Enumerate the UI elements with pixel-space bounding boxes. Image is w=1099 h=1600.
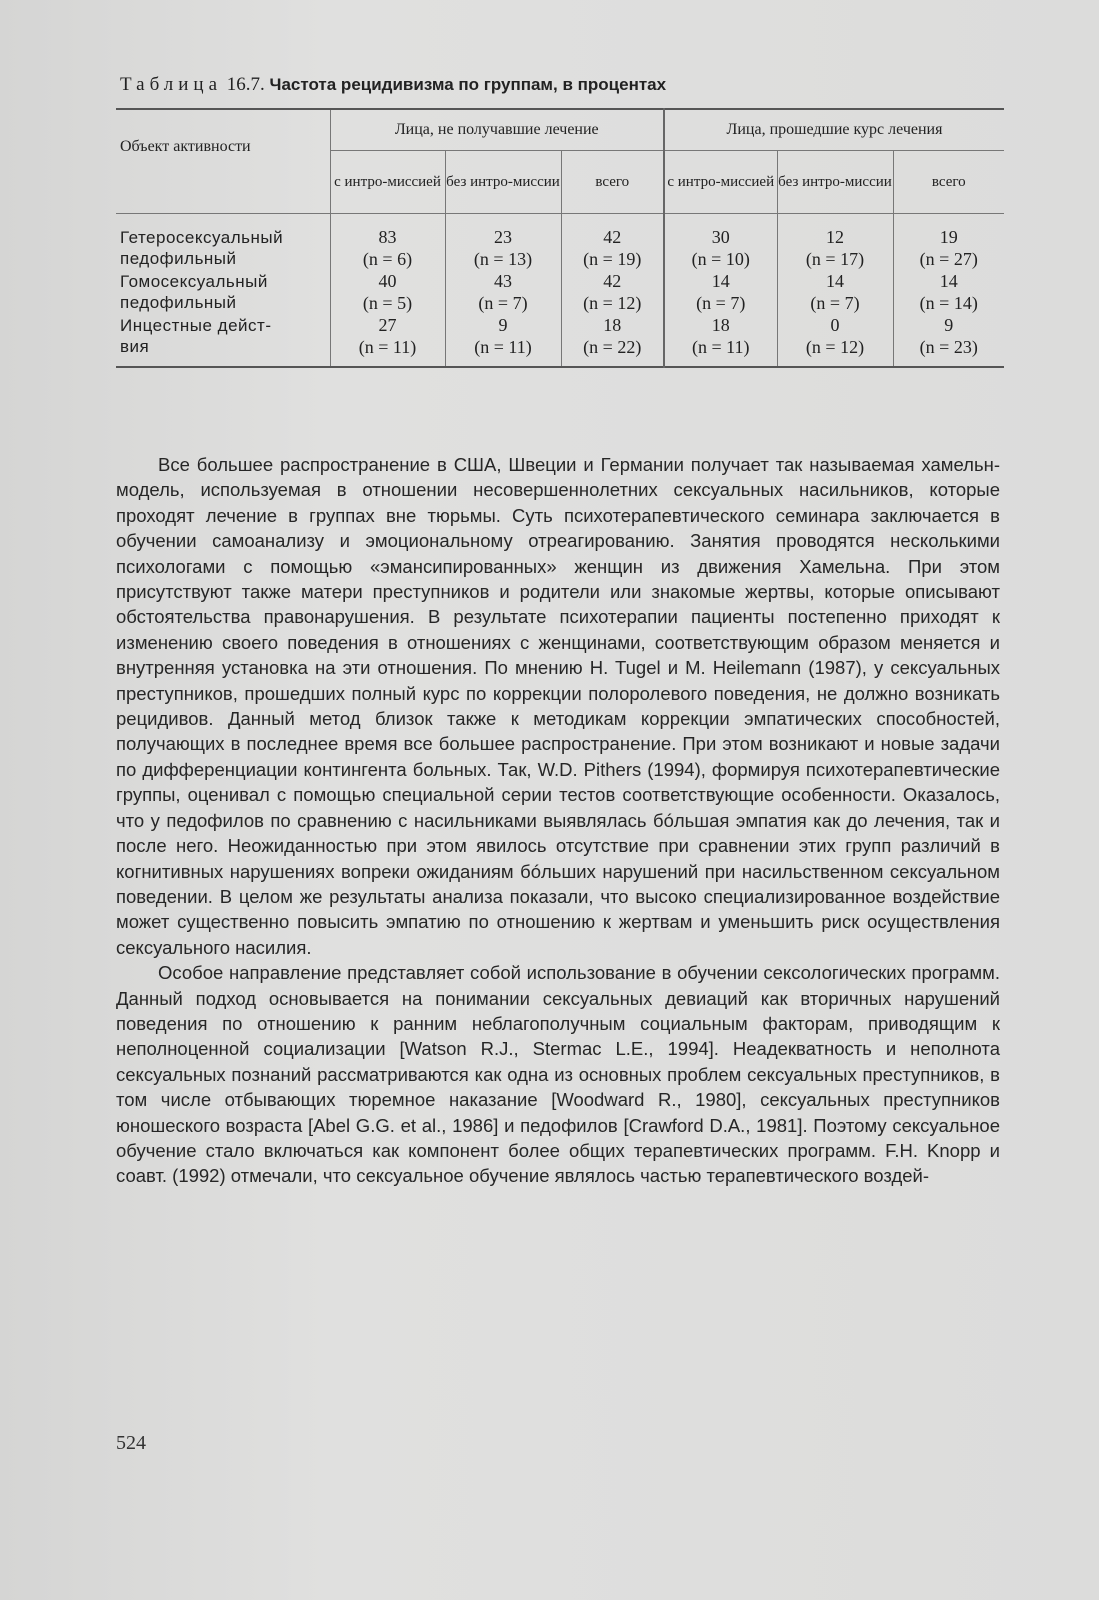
- table-cell: 18 (n = 22): [561, 314, 664, 367]
- object-header: Объект активности: [116, 109, 330, 214]
- body-text: [116, 452, 1000, 1189]
- table-cell: 23 (n = 13): [445, 214, 561, 271]
- table-cell: 12 (n = 17): [777, 214, 893, 271]
- table-row: [116, 270, 1004, 314]
- table-cell: 27 (n = 11): [330, 314, 445, 367]
- table-caption: [120, 74, 666, 96]
- table-cell: 42 (n = 12): [561, 270, 664, 314]
- page-number: 524: [116, 1432, 146, 1454]
- table-cell: 42 (n = 19): [561, 214, 664, 271]
- paragraph: Все большее распространение в США, Швеции и Германии получает так называемая хамельн-модель, используемая в отношении несовершеннолетних сексуальных насильников, которые проходят лечение в группах вне тюрьмы. Суть психотерапевтического семинара заключается в обучении самоанализу и эмоциональному отреагированию. Занятия проводятся несколькими психологами с помощью «эмансипированных» женщин из движения Хамельна. При этом присутствуют также матери преступников и родители или знакомые жертвы, которые описывают обстоятельства правонарушения. В результате психотерапии пациенты постепенно приходят к изменению своего поведения в отношениях с женщинами, соответствующим образом меняется и внутренняя установка на эти отношения. По мнению H. Tugel и M. Heilemann (1987), у сексуальных преступников, прошедших полный курс по коррекции полоролевого поведения, не должно возникать рецидивов. Данный метод близок также к методикам коррекции эмпатических способностей, получающих в последнее время все большее распространение. При этом возникают и новые задачи по дифференциации контингента больных. Так, W.D. Pithers (1994), формируя психотерапевтические группы, оценивал с помощью специальной серии тестов соответствующие особенности. Оказалось, что у педофилов по сравнению с насильниками выявлялась бóльшая эмпатия как до лечения, так и после него. Неожиданностью при этом явилось отсутствие при сравнении этих групп различий в когнитивных нарушениях вопреки ожиданиям бóльших нарушений при насильственном сексуальном поведении. В целом же результаты анализа показали, что высоко специализированное воздействие может существенно повысить эмпатию по отношению к жертвам и уменьшить риск осуществления сексуального насилия.: [116, 454, 1000, 958]
- paragraph: Особое направление представляет собой использование в обучении сексологических программ. Данный подход основывается на понимании сексуальных девиаций как вторичных нарушений поведения по отношению к ранним неблагополучным социальным факторам, приводящим к неполноценной социализации [Watson R.J., Stermac L.E., 1994]. Неадекватность и неполнота сексуальных познаний рассматриваются как одна из основных проблем сексуальных преступников, в том числе отбывающих тюремное наказание [Woodward R., 1980], сексуальных преступников юношеского возраста [Abel G.G. et al., 1986] и педофилов [Crawford D.A., 1981]. Поэтому сексуальное обучение стало включаться как компонент более общих терапевтических программ. F.H. Knopp и соавт. (1992) отмечали, что сексуальное обучение являлось частью терапевтического воздей-: [116, 962, 1000, 1187]
- table-cell: 18 (n = 11): [664, 314, 777, 367]
- sub-header: без интро-миссии: [777, 151, 893, 214]
- table-cell: 30 (n = 10): [664, 214, 777, 271]
- caption-label: Таблица: [120, 74, 223, 95]
- table-cell: 40 (n = 5): [330, 270, 445, 314]
- sub-header: без интро-миссии: [445, 151, 561, 214]
- table-row: [116, 214, 1004, 271]
- table-cell: 14 (n = 14): [893, 270, 1004, 314]
- table-cell: 9 (n = 23): [893, 314, 1004, 367]
- row-label: Гетеросексуальный педофильный: [120, 228, 284, 268]
- row-label: Гомосексуальный педофильный: [120, 272, 268, 312]
- table-cell: 9 (n = 11): [445, 314, 561, 367]
- sub-header: с интро-миссией: [664, 151, 777, 214]
- sub-header: всего: [893, 151, 1004, 214]
- table-cell: 14 (n = 7): [777, 270, 893, 314]
- recidivism-table: [116, 108, 1004, 368]
- table-row: [116, 314, 1004, 367]
- sub-header: с интро-миссией: [330, 151, 445, 214]
- table-cell: 0 (n = 12): [777, 314, 893, 367]
- table-cell: 83 (n = 6): [330, 214, 445, 271]
- sub-header: всего: [561, 151, 664, 214]
- group-header-treated: Лица, прошедшие курс лечения: [664, 109, 1004, 151]
- caption-number: 16.7.: [226, 74, 265, 95]
- table-cell: 43 (n = 7): [445, 270, 561, 314]
- caption-title: Частота рецидивизма по группам, в процентах: [269, 75, 667, 94]
- table-cell: 14 (n = 7): [664, 270, 777, 314]
- table-cell: 19 (n = 27): [893, 214, 1004, 271]
- row-label: Инцестные дейст- вия: [120, 316, 272, 356]
- group-header-untreated: Лица, не получавшие лечение: [330, 109, 664, 151]
